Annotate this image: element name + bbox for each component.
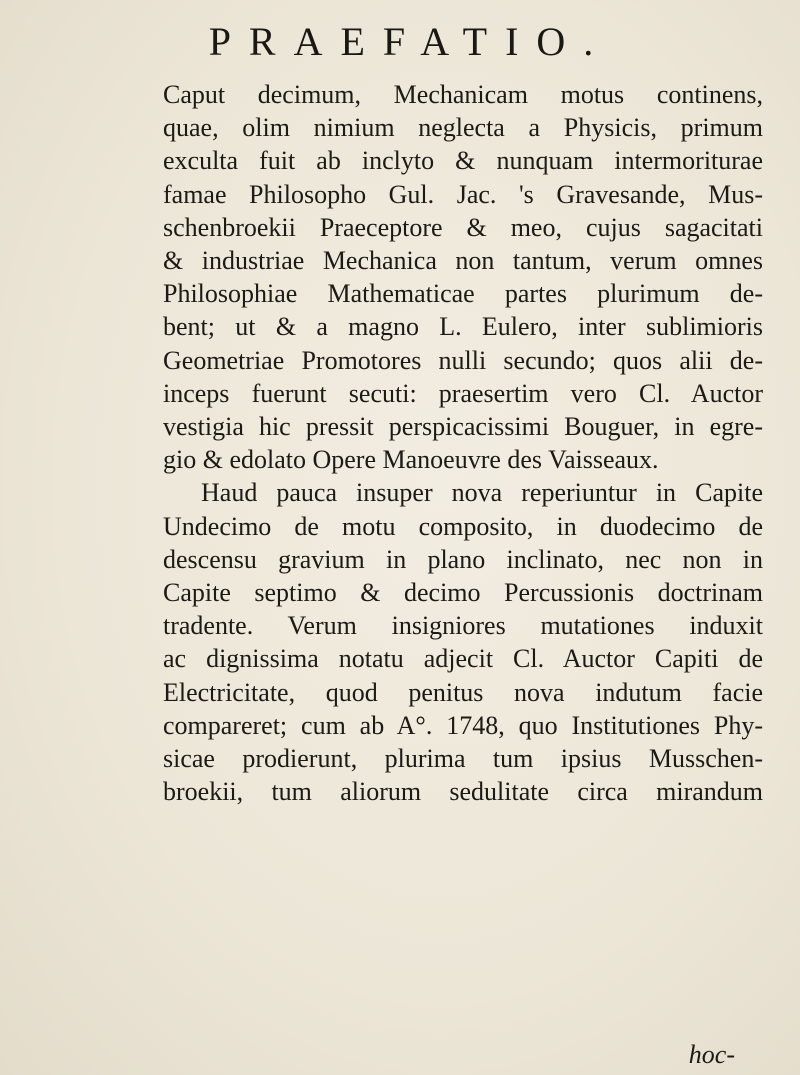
text-line: Capite septimo & decimo Percussionis doctrinam — [163, 578, 763, 608]
text-line: tradente. Verum insigniores mutationes induxit — [163, 611, 763, 641]
text-line: famae Philosopho Gul. Jac. 's Gravesande, Mus- — [163, 179, 763, 209]
text-line: Philosophiae Mathematicae partes plurimum de- — [163, 279, 763, 309]
text-line: Undecimo de motu composito, in duodecimo de — [163, 511, 763, 541]
text-line: schenbroekii Praeceptore & meo, cujus sagacitati — [163, 212, 763, 242]
text-line: quae, olim nimium neglecta a Physicis, primum — [163, 113, 763, 143]
preface-body-text — [163, 78, 763, 808]
text-line: ac dignissima notatu adjecit Cl. Auctor Capiti de — [163, 644, 763, 674]
text-line: & industriae Mechanica non tantum, verum omnes — [163, 246, 763, 276]
running-head: PRAEFATIO. — [208, 19, 612, 64]
text-line: compareret; cum ab A°. 1748, quo Institutiones Phy- — [163, 710, 763, 740]
text-line: sicae prodierunt, plurima tum ipsius Musschen- — [163, 744, 763, 774]
text-line: descensu gravium in plano inclinato, nec non in — [163, 544, 763, 574]
text-line: Caput decimum, Mechanicam motus continens, — [163, 80, 763, 109]
text-line: Geometriae Promotores nulli secundo; quos alii de- — [163, 345, 763, 375]
text-line: exculta fuit ab inclyto & nunquam intermoriturae — [163, 146, 763, 176]
text-line: inceps fuerunt secuti: praesertim vero Cl. Auctor — [163, 378, 763, 408]
catchword: hoc- — [688, 1040, 735, 1069]
paragraph-first-line: Haud pauca insuper nova reperiuntur in Capite — [201, 478, 763, 508]
text-line: Electricitate, quod penitus nova indutum facie — [163, 677, 763, 707]
text-line: broekii, tum aliorum sedulitate circa mirandum — [163, 777, 763, 807]
text-line: bent; ut & a magno L. Eulero, inter sublimioris — [163, 312, 763, 342]
text-line: gio & edolato Opere Manoeuvre des Vaisseaux. — [163, 445, 659, 475]
text-line: vestigia hic pressit perspicacissimi Bouguer, in egre- — [163, 412, 763, 442]
